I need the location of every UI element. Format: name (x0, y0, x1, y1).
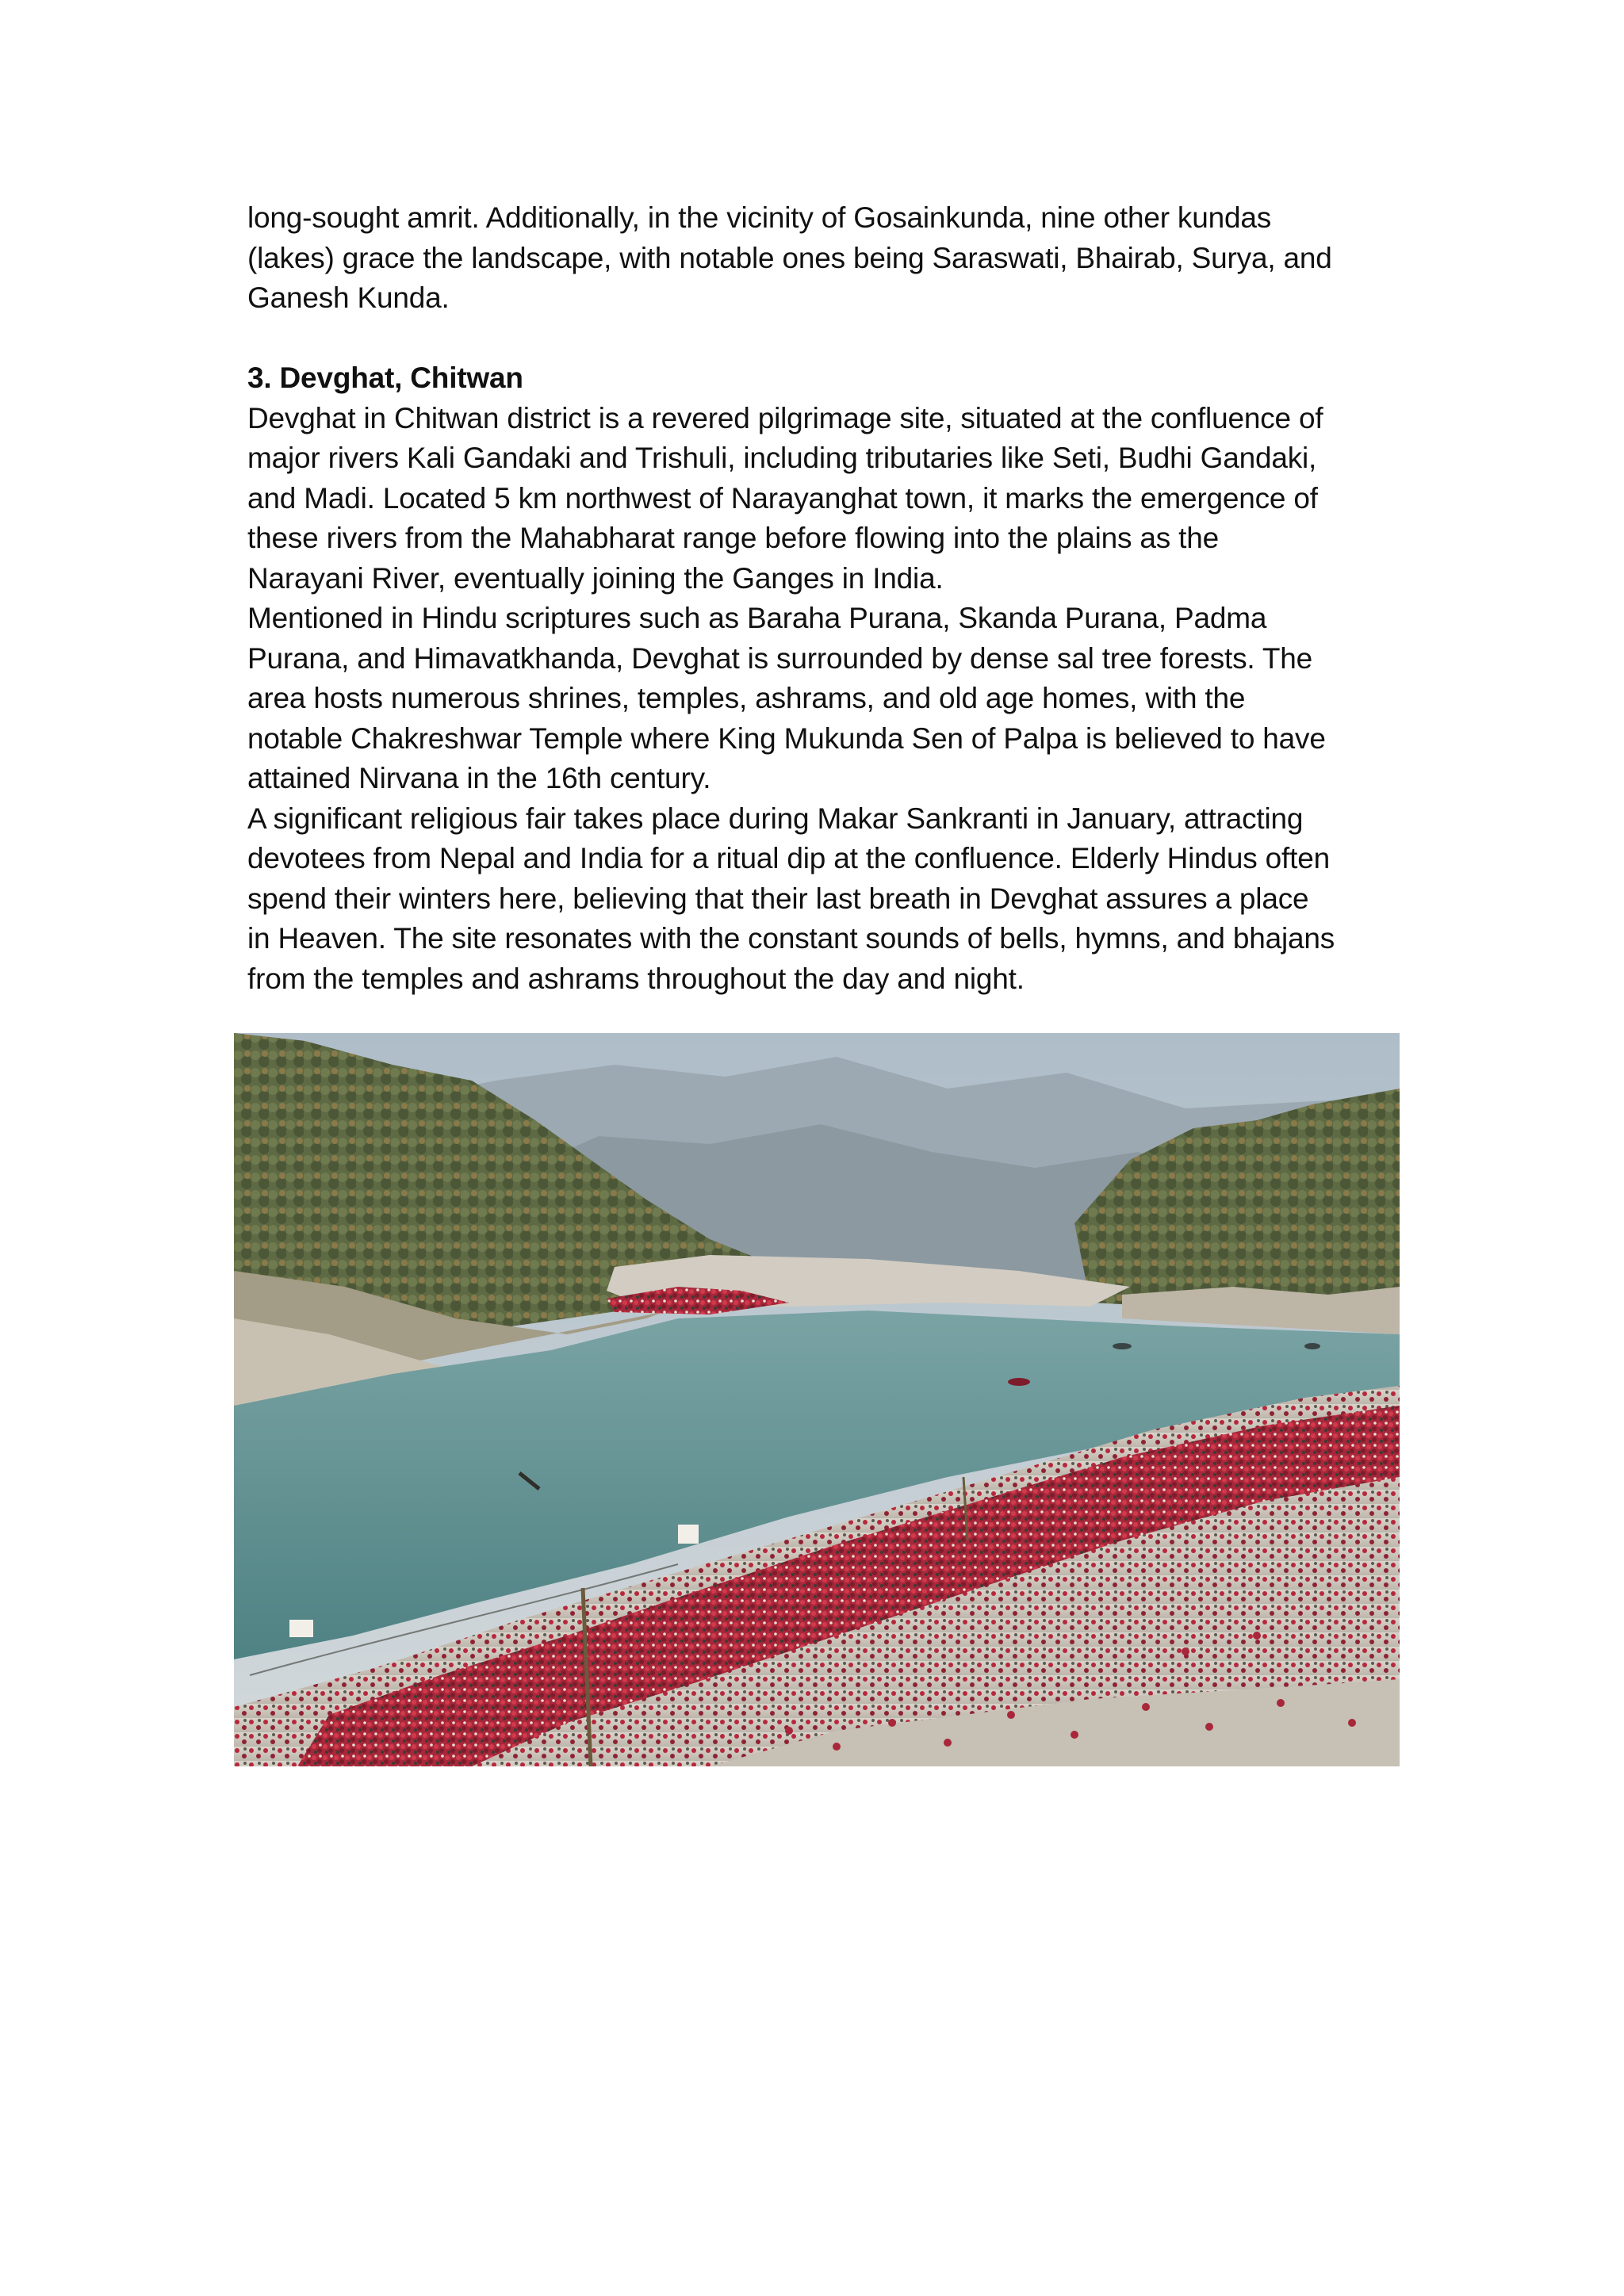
river-confluence-illustration (234, 1033, 1400, 1766)
intro-text (247, 198, 1397, 319)
section-heading: 3. Devghat, Chitwan (247, 362, 523, 394)
paragraph-2: Mentioned in Hindu scriptures such as Baraha Purana, Skanda Purana, Padma Purana, and Himavatkhanda, Devghat is surrounded by dense sal tree forests. The area hosts numerous shrines, temples, ashrams, and old age homes, with the notable Chakreshwar Temple where King Mukunda Sen of Palpa is believed to have attained Nirvana in the 16th century. (247, 602, 1326, 794)
intro-paragraph: long-sought amrit. Additionally, in the vicinity of Gosainkunda, nine other kundas (lakes) grace the landscape, with notable ones being Saraswati, Bhairab, Surya, and Ganesh Kunda. (247, 201, 1332, 314)
devghat-section (247, 358, 1397, 999)
paragraph-3: A significant religious fair takes place during Makar Sankranti in January, attracting devotees from Nepal and India for a ritual dip at the confluence. Elderly Hindus often spend their winters here, believing that their last breath in Devghat assures a place in Heaven. The site resonates with the constant sounds of bells, hymns, and bhajans from the temples and ashrams throughout the day and night. (247, 802, 1335, 995)
paragraph-1: Devghat in Chitwan district is a revered pilgrimage site, situated at the confluence of major rivers Kali Gandaki and Trishuli, including tributaries like Seti, Budhi Gandaki, and Madi. Located 5 km northwest of Narayanghat town, it marks the emergence of these rivers from the Mahabharat range before flowing into the plains as the Narayani River, eventually joining the Ganges in India. (247, 401, 1323, 595)
devghat-photo (234, 1033, 1400, 1766)
